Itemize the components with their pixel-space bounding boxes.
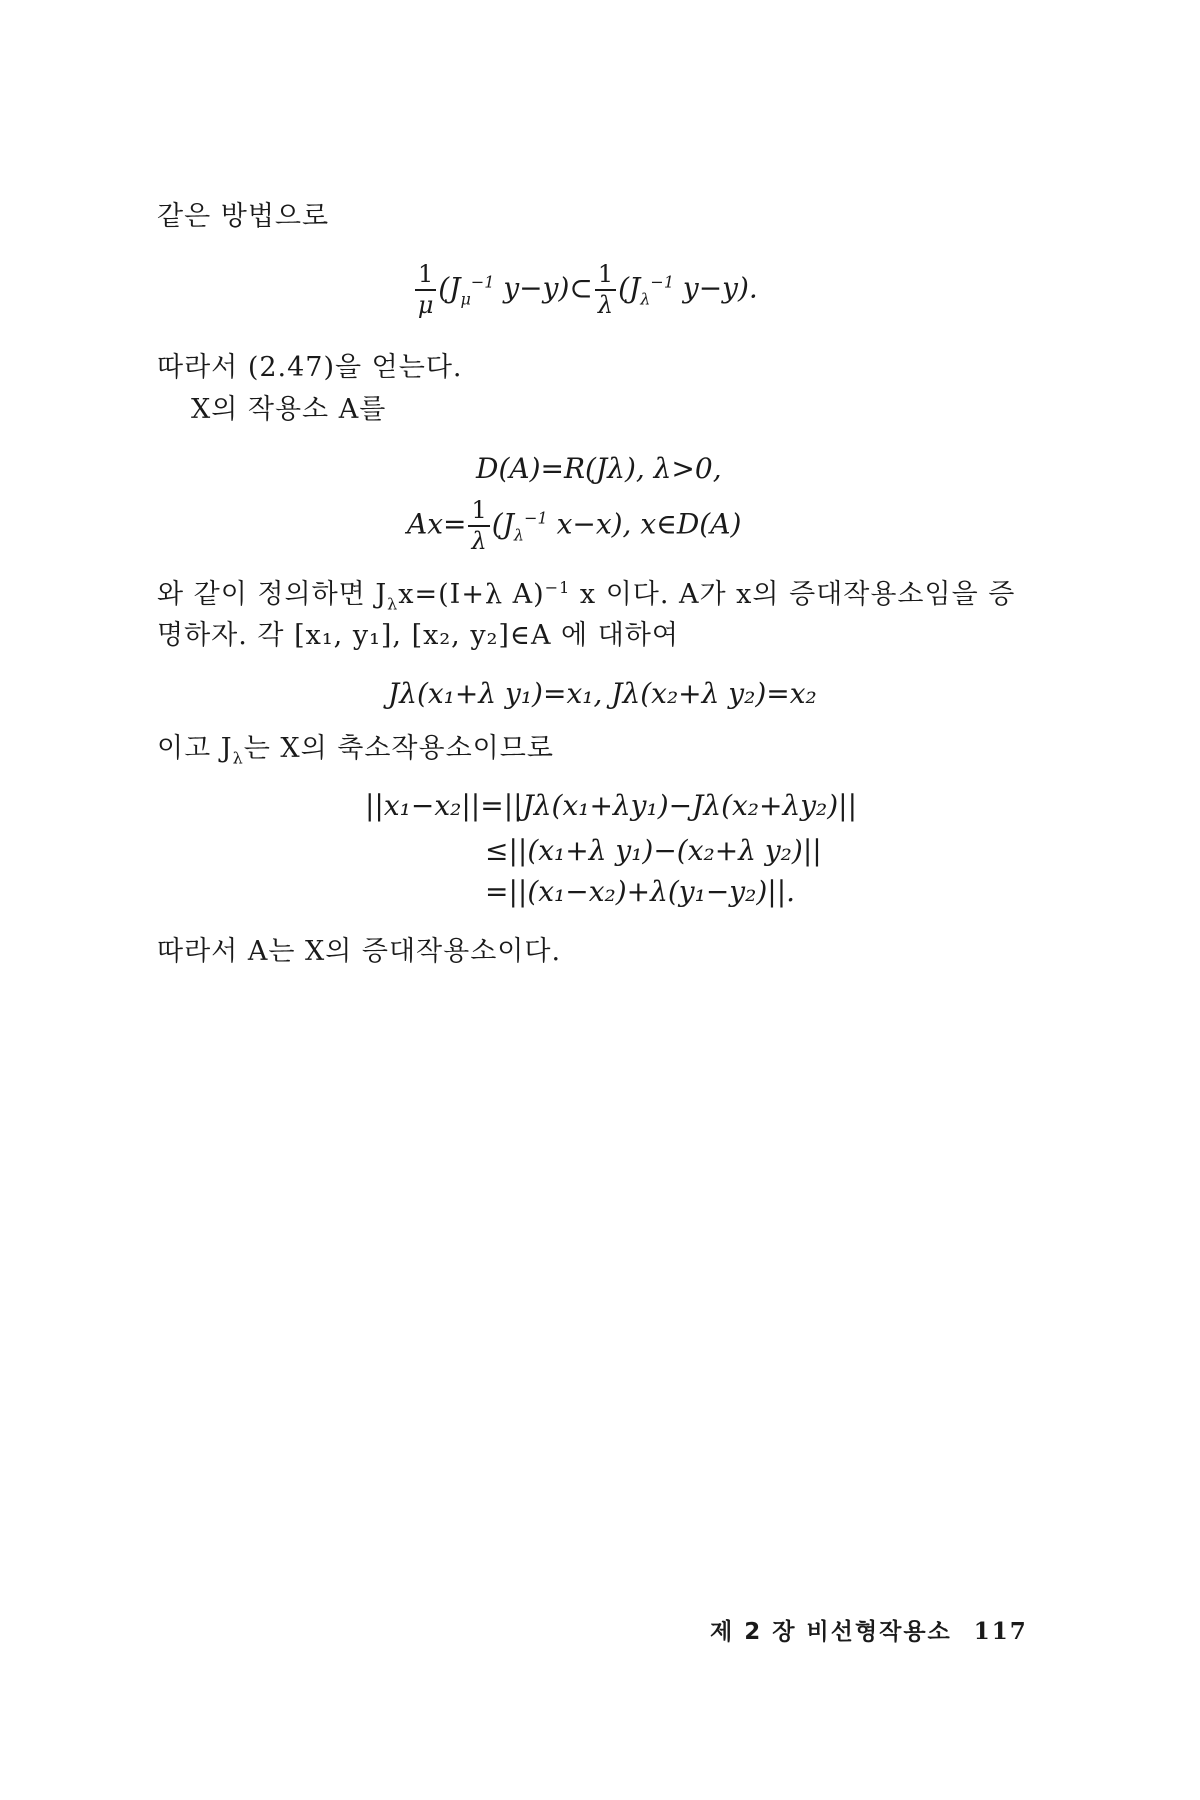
fraction-1-over-lambda: $\frac{1}{\lambda}$	[595, 262, 616, 318]
equation-7: =||(x₁−x₂)+λ(y₁−y₂)||.	[485, 875, 796, 908]
page-footer	[710, 1620, 1028, 1644]
equation-6: ≤||(x₁+λ y₁)−(x₂+λ y₂)||	[485, 834, 822, 867]
equation-3: Ax= $\frac{1}{\lambda}$ ($J_\lambda^{-1}$ x−x), x∈D(A)	[407, 496, 742, 556]
equation-2: D(A)=R(Jλ), λ>0,	[476, 452, 722, 485]
text-line-8: 명하자. 각 [x₁, y₁], [x₂, y₂]∈A 에 대하여	[157, 620, 679, 651]
equation-1: $\frac{1}{\mu}$ ($J_\mu^{-1}$ y−y)⊂ $\frac{1}{\lambda}$ ($J_\lambda^{-1}$ y−y).	[413, 262, 758, 318]
equation-5: ||x₁−x₂||=||Jλ(x₁+λy₁)−Jλ(x₂+λy₂)||	[365, 789, 858, 822]
fraction-1-over-mu: $\frac{1}{\mu}$	[415, 262, 436, 318]
text-line-10: 이고 $J_\lambda$는 X의 축소작용소이므로	[157, 733, 554, 768]
fraction-1-over-lambda-2: $\frac{1}{\lambda}$	[468, 498, 489, 554]
page-number: 117	[973, 1618, 1028, 1645]
text-line-3: 따라서 (2.47)을 얻는다.	[157, 352, 463, 383]
equation-4: Jλ(x₁+λ y₁)=x₁, Jλ(x₂+λ y₂)=x₂	[388, 677, 817, 710]
text-line-7: 와 같이 정의하면 $J_\lambda x=(I+\lambda$ A)$^{-1}$ x 이다. A가 x의 증대작용소임을 증	[157, 578, 1016, 614]
text-line-14: 따라서 A는 X의 증대작용소이다.	[157, 936, 562, 967]
text-line-1: 같은 방법으로	[157, 201, 330, 232]
text-line-4: X의 작용소 A를	[191, 394, 387, 425]
chapter-title: 제 2 장 비선형작용소	[710, 1619, 952, 1645]
